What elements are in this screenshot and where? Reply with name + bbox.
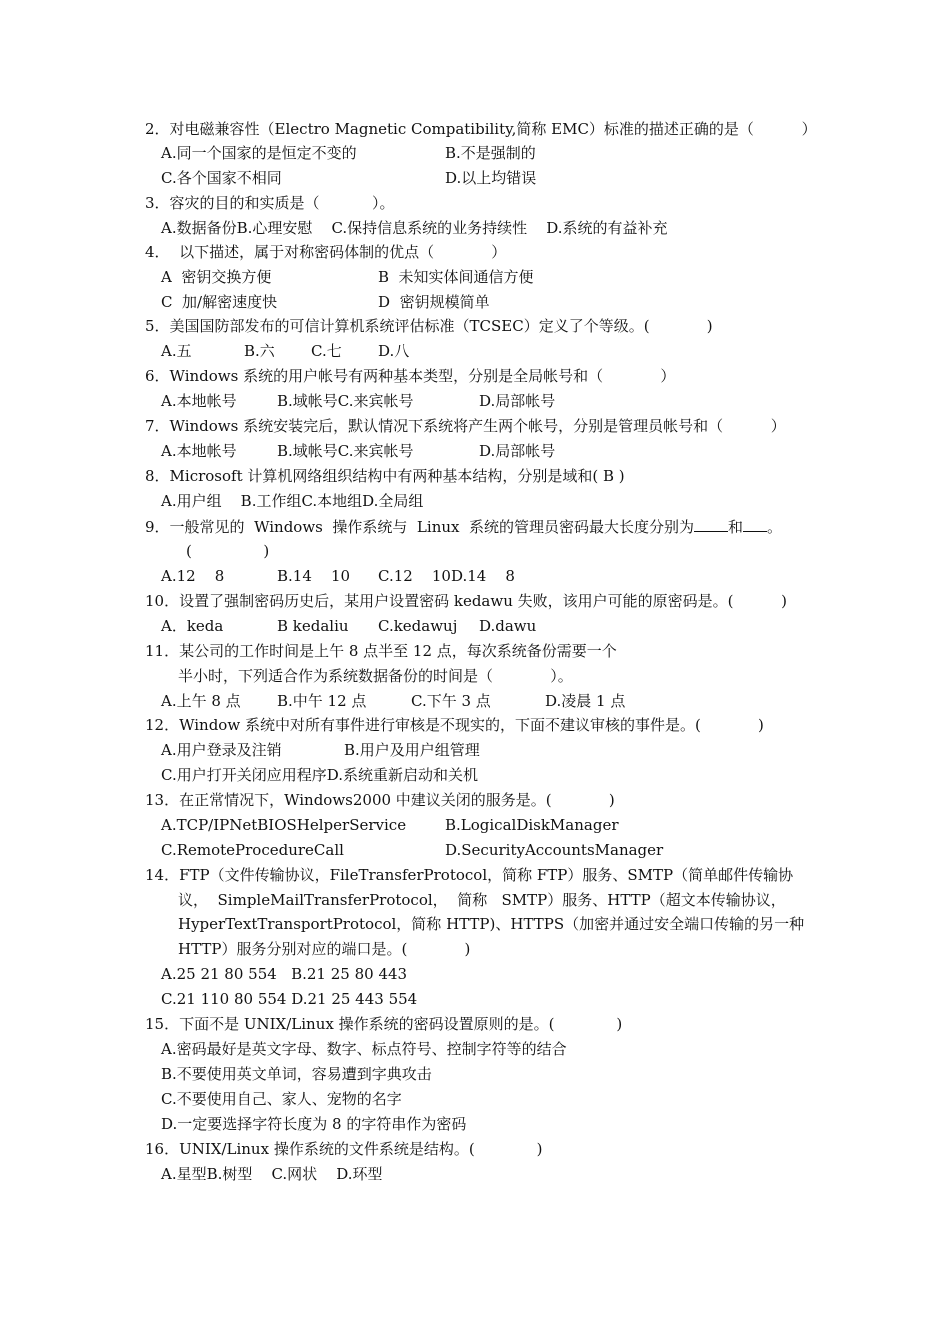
option-7d: D.局部帐号 [479, 442, 556, 460]
question-8: 8．Microsoft 计算机网络组织结构中有两种基本结构，分别是域和( B ) [145, 467, 625, 485]
option-11d: D.凌晨 1 点 [545, 692, 626, 710]
option-5a: A.五 [161, 342, 192, 360]
question-4: 4． 以下描述，属于对称密码体制的优点（ ） [145, 243, 507, 261]
option-9b: B.14 10 [277, 567, 351, 585]
question-13: 13．在正常情况下，Windows2000 中建议关闭的服务是。( ) [145, 791, 615, 809]
answer-blank [743, 516, 767, 532]
question-12: 12．Window 系统中对所有事件进行审核是不现实的，下面不建议审核的事件是。( ) [145, 716, 764, 734]
option-13a: A.TCP/IPNetBIOSHelperService [161, 816, 407, 834]
question-11-line1: 11．某公司的工作时间是上午 8 点半至 12 点，每次系统备份需要一个 [145, 642, 617, 660]
options-14cd: C.21 110 80 554 D.21 25 443 554 [161, 990, 418, 1008]
question-7: 7．Windows 系统安装完后，默认情况下系统将产生两个帐号，分别是管理员帐号和（ ） [145, 417, 786, 435]
option-4a: A 密钥交换方便 [161, 268, 272, 286]
question-9-paren: ( ) [186, 542, 270, 560]
question-16: 16．UNIX/Linux 操作系统的文件系统是结构。( ) [145, 1140, 543, 1158]
question-9 [145, 516, 782, 537]
options-8: A.用户组 B.工作组C.本地组D.全局组 [161, 492, 424, 510]
options-12cd: C.用户打开关闭应用程序D.系统重新启动和关机 [161, 766, 478, 784]
option-12b: B.用户及用户组管理 [344, 741, 480, 759]
question-11-line2: 半小时，下列适合作为系统数据备份的时间是（ ）。 [178, 667, 573, 685]
option-2d: D.以上均错误 [445, 169, 537, 187]
option-2a: A.同一个国家的是恒定不变的 [161, 144, 357, 162]
option-15b: B.不要使用英文单词，容易遭到字典攻击 [161, 1065, 432, 1083]
option-13d: D.SecurityAccountsManager [445, 841, 664, 859]
option-10d: D.dawu [479, 617, 537, 635]
question-9-end: 。 [767, 518, 783, 536]
option-5b: B.六 [244, 342, 275, 360]
option-10a: A．keda [161, 617, 224, 635]
question-10: 10．设置了强制密码历史后，某用户设置密码 kedawu 失败，该用户可能的原密码是。( ) [145, 592, 788, 610]
option-11a: A.上午 8 点 [161, 692, 241, 710]
question-6: 6．Windows 系统的用户帐号有两种基本类型，分别是全局帐号和（ ） [145, 367, 676, 385]
option-7bc: B.域帐号C.来宾帐号 [277, 442, 414, 460]
question-14-line3: HyperTextTransportProtocol，简称 HTTP)、HTTPS（加密并通过安全端口传输的另一种 [178, 915, 805, 933]
option-10b: B kedaliu [277, 617, 349, 635]
option-5d: D.八 [378, 342, 410, 360]
question-15: 15．下面不是 UNIX/Linux 操作系统的密码设置原则的是。( ) [145, 1015, 623, 1033]
option-11c: C.下午 3 点 [411, 692, 491, 710]
option-4d: D 密钥规模简单 [378, 293, 490, 311]
question-14-line4: HTTP）服务分别对应的端口是。( ) [178, 940, 471, 958]
option-11b: B.中午 12 点 [277, 692, 367, 710]
question-14-line1: 14．FTP（文件传输协议，FileTransferProtocol，简称 FTP）服务、SMTP（简单邮件传输协 [145, 866, 794, 884]
option-10c: C.kedawuj [378, 617, 458, 635]
option-15d: D.一定要选择字符长度为 8 的字符串作为密码 [161, 1115, 467, 1133]
question-2: 2．对电磁兼容性（Electro Magnetic Compatibility,简称 EMC）标准的描述正确的是（ ） [145, 120, 817, 138]
question-9-text: 9．一般常见的 Windows 操作系统与 Linux 系统的管理员密码最大长度分别为 [145, 518, 695, 536]
option-6d: D.局部帐号 [479, 392, 556, 410]
option-7a: A.本地帐号 [161, 442, 237, 460]
option-12a: A.用户登录及注销 [161, 741, 282, 759]
options-14ab: A.25 21 80 554 B.21 25 80 443 [161, 965, 408, 983]
option-15a: A.密码最好是英文字母、数字、标点符号、控制字符等的结合 [161, 1040, 567, 1058]
option-2b: B.不是强制的 [445, 144, 536, 162]
option-4b: B 未知实体间通信方便 [378, 268, 534, 286]
option-4c: C 加/解密速度快 [161, 293, 278, 311]
option-15c: C.不要使用自己、家人、宠物的名字 [161, 1090, 402, 1108]
option-9cd: C.12 10D.14 8 [378, 567, 515, 585]
option-2c: C.各个国家不相同 [161, 169, 282, 187]
option-5c: C.七 [311, 342, 342, 360]
option-6bc: B.域帐号C.来宾帐号 [277, 392, 414, 410]
question-9-and: 和 [728, 518, 744, 536]
options-16: A.星型B.树型 C.网状 D.环型 [161, 1165, 383, 1183]
option-9a: A.12 8 [161, 567, 225, 585]
options-3: A.数据备份B.心理安慰 C.保持信息系统的业务持续性 D.系统的有益补充 [161, 219, 668, 237]
answer-blank [694, 516, 728, 532]
option-6a: A.本地帐号 [161, 392, 237, 410]
question-14-line2: 议， SimpleMailTransferProtocol， 简称 SMTP）服务、HTTP（超文本传输协议， [178, 891, 786, 909]
option-13b: B.LogicalDiskManager [445, 816, 619, 834]
question-3: 3．容灾的目的和实质是（ ）。 [145, 194, 395, 212]
option-13c: C.RemoteProcedureCall [161, 841, 344, 859]
question-5: 5．美国国防部发布的可信计算机系统评估标准（TCSEC）定义了个等级。( ) [145, 317, 713, 335]
